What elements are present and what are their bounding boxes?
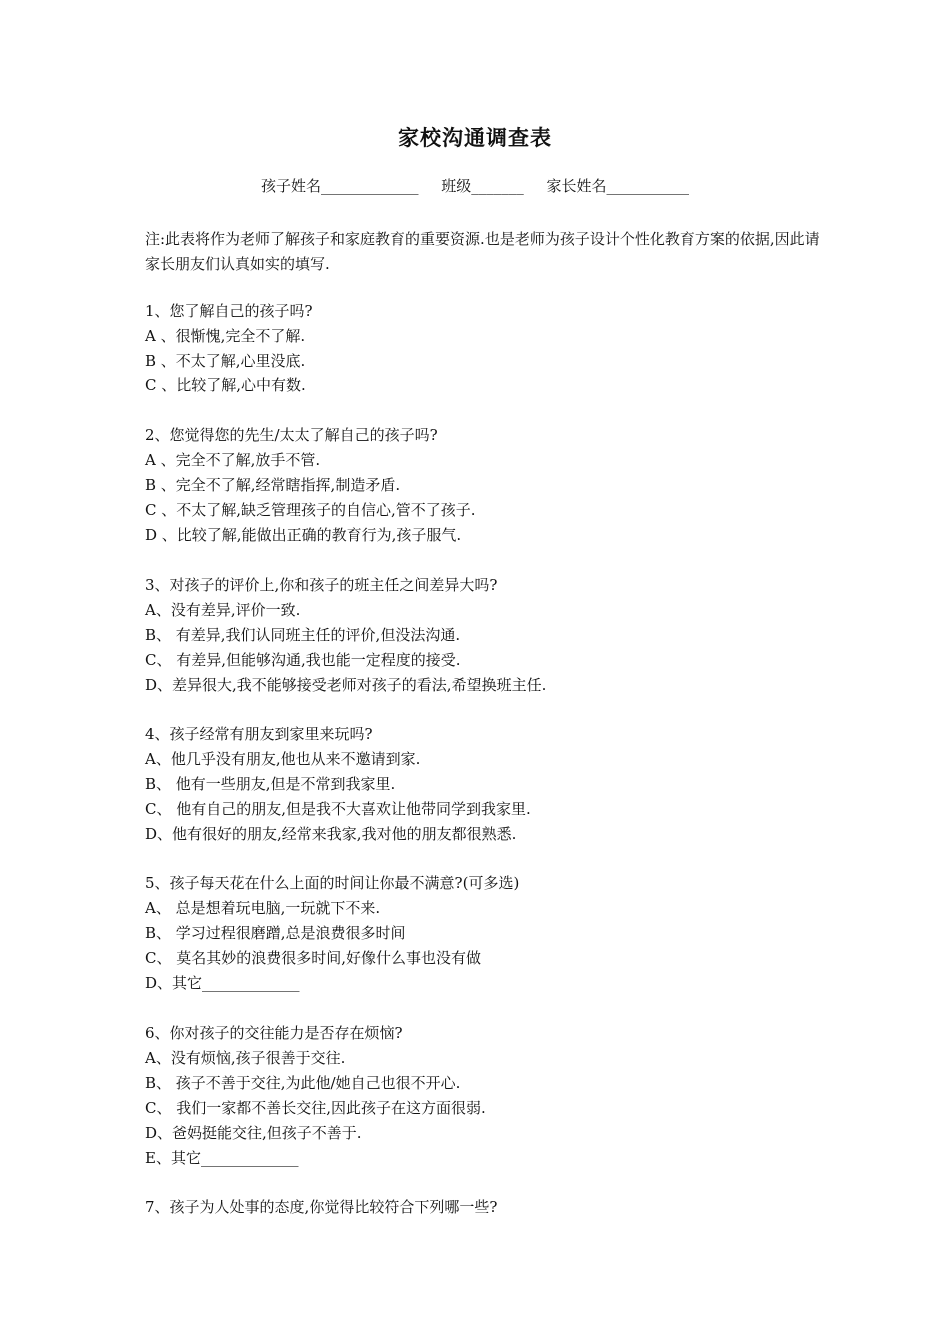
option-3c[interactable]: C、 有差异,但能够沟通,我也能一定程度的接受. [145, 651, 461, 669]
option-6b[interactable]: B、 孩子不善于交往,为此他/她自己也很不开心. [145, 1074, 461, 1092]
option-5b[interactable]: B、 学习过程很磨蹭,总是浪费很多时间 [145, 924, 406, 942]
option-2d[interactable]: D 、比较了解,能做出正确的教育行为,孩子服气. [145, 526, 462, 544]
survey-note: 注:此表将作为老师了解孩子和家庭教育的重要资源.也是老师为孩子设计个性化教育方案的依据,因此请家长朋友们认真如实的填写. [145, 230, 820, 273]
option-6e[interactable]: E、其它_____________ [145, 1149, 299, 1167]
option-1c[interactable]: C 、比较了解,心中有数. [145, 376, 306, 394]
child-name-field[interactable]: 孩子姓名_____________ [260, 177, 419, 195]
option-2c[interactable]: C 、不太了解,缺乏管理孩子的自信心,管不了孩子. [145, 501, 476, 519]
parent-name-field[interactable]: 家长姓名___________ [546, 177, 690, 195]
option-4b[interactable]: B、 他有一些朋友,但是不常到我家里. [145, 775, 396, 793]
question-2: 2、您觉得您的先生/太太了解自己的孩子吗? [145, 426, 438, 444]
question-4: 4、孩子经常有朋友到家里来玩吗? [145, 725, 373, 743]
option-1a[interactable]: A 、很惭愧,完全不了解. [145, 327, 306, 345]
option-2b[interactable]: B 、完全不了解,经常瞎指挥,制造矛盾. [145, 476, 401, 494]
option-2a[interactable]: A 、完全不了解,放手不管. [145, 451, 321, 469]
option-6d[interactable]: D、爸妈挺能交往,但孩子不善于. [145, 1124, 362, 1142]
class-field[interactable]: 班级_______ [441, 177, 524, 195]
option-3d[interactable]: D、差异很大,我不能够接受老师对孩子的看法,希望换班主任. [145, 676, 547, 694]
option-4a[interactable]: A、他几乎没有朋友,他也从来不邀请到家. [145, 750, 421, 768]
question-3: 3、对孩子的评价上,你和孩子的班主任之间差异大吗? [145, 576, 498, 594]
option-1b[interactable]: B 、不太了解,心里没底. [145, 352, 306, 370]
question-1: 1、您了解自己的孩子吗? [145, 302, 313, 320]
option-3a[interactable]: A、没有差异,评价一致. [145, 601, 301, 619]
question-6: 6、你对孩子的交往能力是否存在烦恼? [145, 1024, 403, 1042]
page-title: 家校沟通调查表 [398, 125, 552, 150]
question-5: 5、孩子每天花在什么上面的时间让你最不满意?(可多选) [145, 874, 520, 892]
option-6c[interactable]: C、 我们一家都不善长交往,因此孩子在这方面很弱. [145, 1099, 486, 1117]
option-6a[interactable]: A、没有烦恼,孩子很善于交往. [145, 1049, 346, 1067]
option-5d[interactable]: D、其它_____________ [145, 974, 300, 992]
option-4d[interactable]: D、他有很好的朋友,经常来我家,我对他的朋友都很熟悉. [145, 825, 517, 843]
option-5c[interactable]: C、 莫名其妙的浪费很多时间,好像什么事也没有做 [145, 949, 482, 967]
option-4c[interactable]: C、 他有自己的朋友,但是我不大喜欢让他带同学到我家里. [145, 800, 531, 818]
question-7: 7、孩子为人处事的态度,你觉得比较符合下列哪一些? [145, 1198, 498, 1216]
info-fields [0, 175, 950, 196]
option-5a[interactable]: A、 总是想着玩电脑,一玩就下不来. [145, 899, 381, 917]
option-3b[interactable]: B、 有差异,我们认同班主任的评价,但没法沟通. [145, 626, 461, 644]
